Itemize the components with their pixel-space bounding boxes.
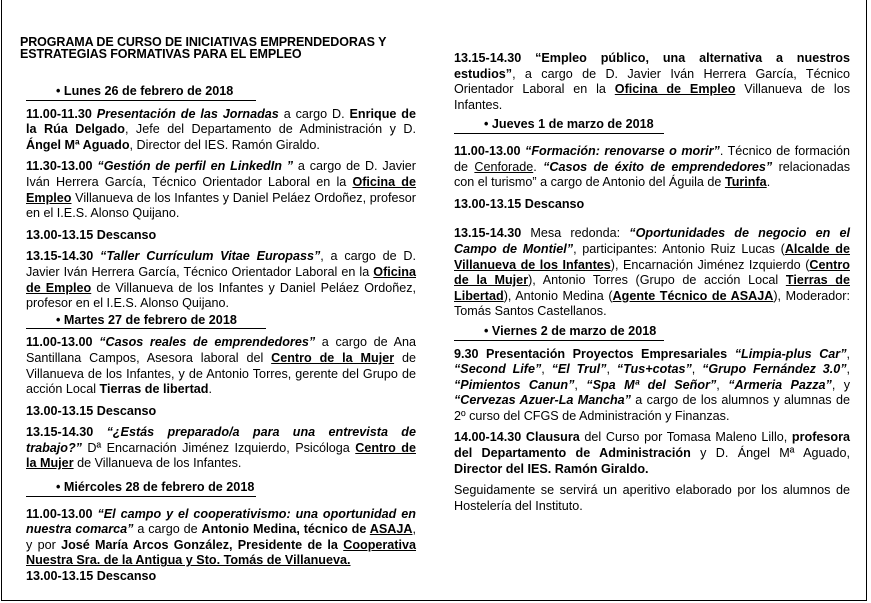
day-heading-lunes: • Lunes 26 de febrero de 2018 — [26, 84, 256, 101]
break-jueves: 13.00-13.15 Descanso — [454, 196, 585, 211]
break-miercoles: 13.00-13.15 Descanso — [26, 569, 157, 584]
session-martes-1: 11.00-13.00 “Casos reales de emprendedores” a cargo de Ana Santillana Campos, Asesora laboral del Centro de la Mujer de Villanueva de los Infantes, y de Antonio Torres, gerente del Grupo de acción Local Tierras de libertad. — [26, 335, 416, 397]
session-viernes-2: 14.00-14.30 Clausura del Curso por Tomasa Maleno Lillo, profesora del Departamento de Administración y D. Ángel Mª Aguado, Director del IES. Ramón Giraldo. — [454, 430, 850, 476]
session-lunes-2: 11.30-13.00 “Gestión de perfil en LinkedIn ” a cargo de D. Javier Iván Herrera García, Técnico Orientador Laboral en la Oficina de Empleo Villanueva de los Infantes y Daniel Peláez Ordoñez, profesor en el I.E.S. Alonso Quijano. — [26, 159, 417, 221]
session-lunes-4: 13.15-14.30 “Taller Currículum Vitae Europass”, a cargo de D. Javier Iván Herrera García, Técnico Orientador Laboral en la Oficina de Empleo de Villanueva de los Infantes y Daniel Peláez Ordoñez, profesor en el I.E.S. Alonso Quijano. — [26, 249, 417, 311]
session-jueves-3: 13.15-14.30 Mesa redonda: “Oportunidades de negocio en el Campo de Montiel”, participantes: Antonio Ruiz Lucas (Alcalde de Villanueva de los Infantes), Encarnación Jiménez Izquierdo (Centro de la Mujer), Antonio Torres (Grupo de acción Local Tierras de Libertad), Antonio Medina (Agente Técnico de ASAJA), Moderador: Tomás Santos Castellanos. — [454, 226, 851, 319]
day-heading-miercoles: • Miércoles 28 de febrero de 2018 — [26, 480, 256, 497]
day-heading-viernes: • Viernes 2 de marzo de 2018 — [454, 324, 664, 341]
session-viernes-1: 9.30 Presentación Proyectos Empresariales “Limpia-plus Car”, “Second Life”, “El Trul”, “Tus+cotas”, “Grupo Fernández 3.0”, “Pimientos Canun”, “Spa Mª del Señor”, “Armeria Pazza”, y “Cervezas Azuer-La Mancha” a cargo de los alumnos y alumnas de 2º curso del CFGS de Administración y Finanzas. — [454, 346, 851, 423]
bullet: • — [56, 84, 61, 98]
session-miercoles-1: 11.00-13.00 “El campo y el cooperativismo: una oportunidad en nuestra comarca” a cargo de Antonio Medina, técnico de ASAJA, y por José María Arcos González, Presidente de la Cooperativa Nuestra Sra. de la Antigua y Sto. Tomás de Villanueva. — [26, 506, 417, 568]
closing-note: Seguidamente se servirá un aperitivo elaborado por los alumnos de Hostelería del Instituto. — [454, 483, 850, 513]
right-column — [454, 51, 850, 514]
session-miercoles-3: 13.15-14.30 “Empleo público, una alternativa a nuestros estudios”, a cargo de D. Javier Iván Herrera García, Técnico Orientador Laboral en la Oficina de Empleo Villanueva de los Infantes. — [454, 51, 850, 112]
left-column — [26, 84, 416, 585]
document-title: PROGRAMA DE CURSO DE INICIATIVAS EMPRENDEDORAS Y ESTRATEGIAS FORMATIVAS PARA EL EMPLEO — [20, 35, 387, 61]
session-martes-3: 13.15-14.30 “¿Estás preparado/a para una entrevista de trabajo?” Dª Encarnación Jiménez Izquierdo, Psicóloga Centro de la Mujer de Villanueva de los Infantes. — [26, 425, 417, 471]
session-lunes-1: 11.00-11.30 Presentación de las Jornadas a cargo D. Enrique de la Rúa Delgado, Jefe del Departamento de Administración y D. Ángel Mª Aguado, Director del IES. Ramón Giraldo. — [26, 106, 417, 152]
day-heading-jueves: • Jueves 1 de marzo de 2018 — [454, 117, 664, 134]
day-heading-martes: • Martes 27 de febrero de 2018 — [26, 313, 266, 330]
session-jueves-1: 11.00-13.00 “Formación: renovarse o morir”. Técnico de formación de Cenforade. “Casos de éxito de emprendedores” relacionadas con el turismo” a cargo de Antonio del Águila de Turinfa. — [454, 143, 851, 190]
break-martes: 13.00-13.15 Descanso — [26, 403, 157, 418]
break-lunes: 13.00-13.15 Descanso — [26, 227, 157, 242]
